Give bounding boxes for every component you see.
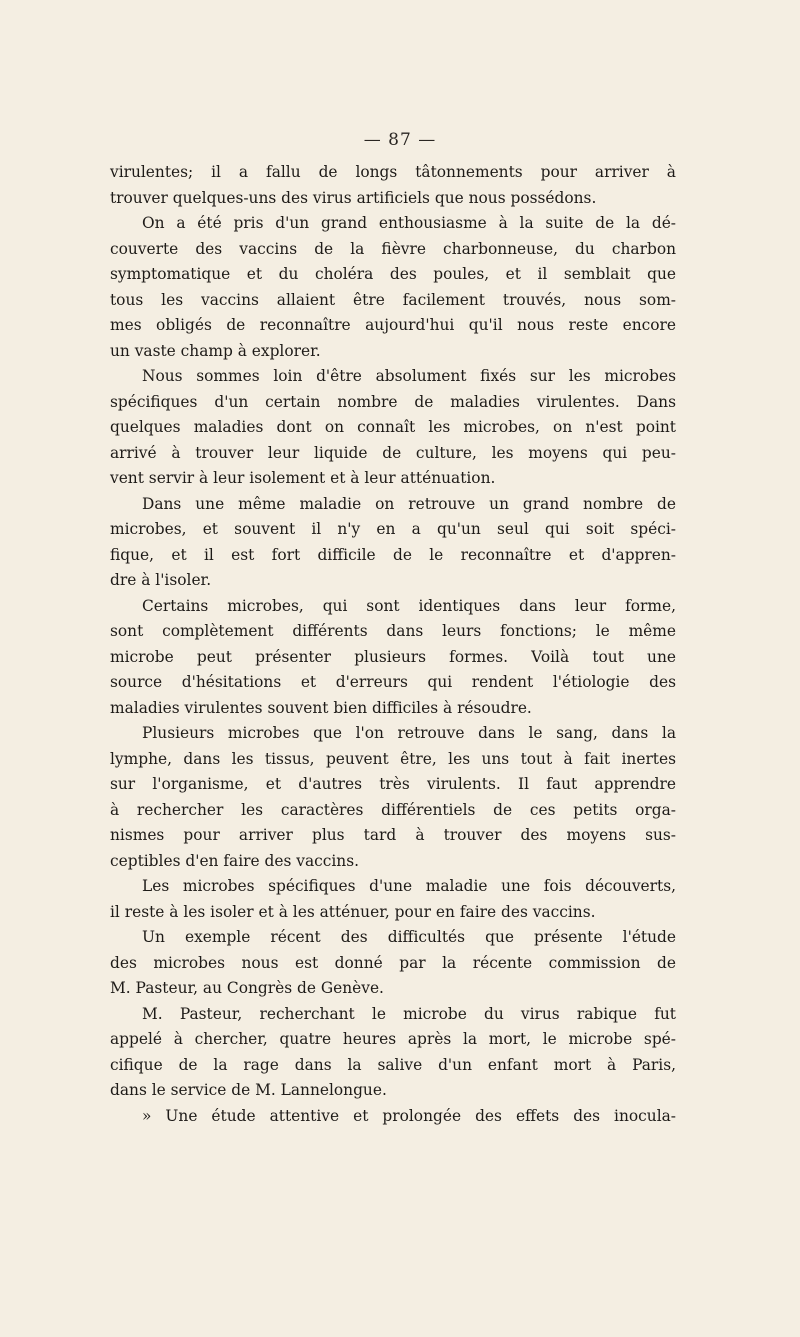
text-line: On a été pris d'un grand enthousiasme à la suite de la dé- bbox=[142, 214, 676, 232]
text-line: des microbes nous est donné par la récente commission de bbox=[110, 953, 676, 972]
text-line: mes obligés de reconnaître aujourd'hui qu'il nous reste encore bbox=[110, 316, 676, 334]
text-line: virulentes; il a fallu de longs tâtonnements pour arriver à bbox=[110, 163, 676, 181]
text-line: trouver quelques-uns des virus artificiels que nous possédons. bbox=[110, 188, 597, 207]
text-line: microbes, et souvent il n'y en a qu'un seul qui soit spéci- bbox=[110, 520, 676, 538]
text-line: vent servir à leur isolement et à leur atténuation. bbox=[110, 469, 496, 487]
text-line: Nous sommes loin d'être absolument fixés sur les microbes bbox=[142, 367, 676, 385]
text-line: Un exemple récent des difficultés que présente l'étude bbox=[142, 928, 676, 946]
text-line: cifique de la rage dans la salive d'un enfant mort à Paris, bbox=[110, 1055, 676, 1074]
text-line: Dans une même maladie on retrouve un grand nombre de bbox=[142, 494, 676, 513]
text-line: dans le service de M. Lannelongue. bbox=[110, 1081, 387, 1099]
text-line: dre à l'isoler. bbox=[110, 571, 212, 589]
text-line: Certains microbes, qui sont identiques dans leur forme, bbox=[142, 596, 676, 615]
text-line: M. Pasteur, recherchant le microbe du virus rabique fut bbox=[142, 1004, 676, 1023]
body-text bbox=[110, 160, 676, 1129]
text-line: source d'hésitations et d'erreurs qui rendent l'étiologie des bbox=[110, 673, 676, 691]
text-line: à rechercher les caractères différentiels de ces petits orga- bbox=[110, 800, 676, 819]
text-line: sur l'organisme, et d'autres très virulents. Il faut apprendre bbox=[110, 775, 676, 793]
text-line: un vaste champ à explorer. bbox=[110, 341, 321, 360]
text-line: nismes pour arriver plus tard à trouver des moyens sus- bbox=[110, 826, 676, 844]
text-line: Les microbes spécifiques d'une maladie une fois découverts, bbox=[142, 877, 676, 895]
text-line: appelé à chercher, quatre heures après la mort, le microbe spé- bbox=[110, 1030, 676, 1048]
text-line: sont complètement différents dans leurs fonctions; le même bbox=[110, 622, 676, 640]
text-line: symptomatique et du choléra des poules, et il semblait que bbox=[110, 265, 676, 283]
text-line: ceptibles d'en faire des vaccins. bbox=[110, 851, 359, 870]
page-number: — 87 — bbox=[363, 130, 437, 150]
text-line: M. Pasteur, au Congrès de Genève. bbox=[110, 979, 384, 997]
text-line: Plusieurs microbes que l'on retrouve dans le sang, dans la bbox=[142, 724, 676, 742]
text-line: lymphe, dans les tissus, peuvent être, les uns tout à fait inertes bbox=[110, 749, 676, 768]
text-line: fique, et il est fort difficile de le reconnaître et d'appren- bbox=[110, 545, 676, 564]
text-line: tous les vaccins allaient être facilement trouvés, nous som- bbox=[110, 290, 676, 309]
text-line: arrivé à trouver leur liquide de culture, les moyens qui peu- bbox=[110, 443, 676, 462]
text-line: couverte des vaccins de la fièvre charbonneuse, du charbon bbox=[110, 239, 676, 258]
text-line: maladies virulentes souvent bien difficiles à résoudre. bbox=[110, 698, 532, 717]
text-line: il reste à les isoler et à les atténuer, pour en faire des vaccins. bbox=[110, 902, 596, 921]
text-line: quelques maladies dont on connaît les microbes, on n'est point bbox=[110, 418, 676, 436]
text-line: spécifiques d'un certain nombre de maladies virulentes. Dans bbox=[110, 392, 676, 411]
text-line: microbe peut présenter plusieurs formes. Voilà tout une bbox=[110, 647, 676, 666]
text-line: » Une étude attentive et prolongée des effets des inocula- bbox=[142, 1106, 676, 1125]
